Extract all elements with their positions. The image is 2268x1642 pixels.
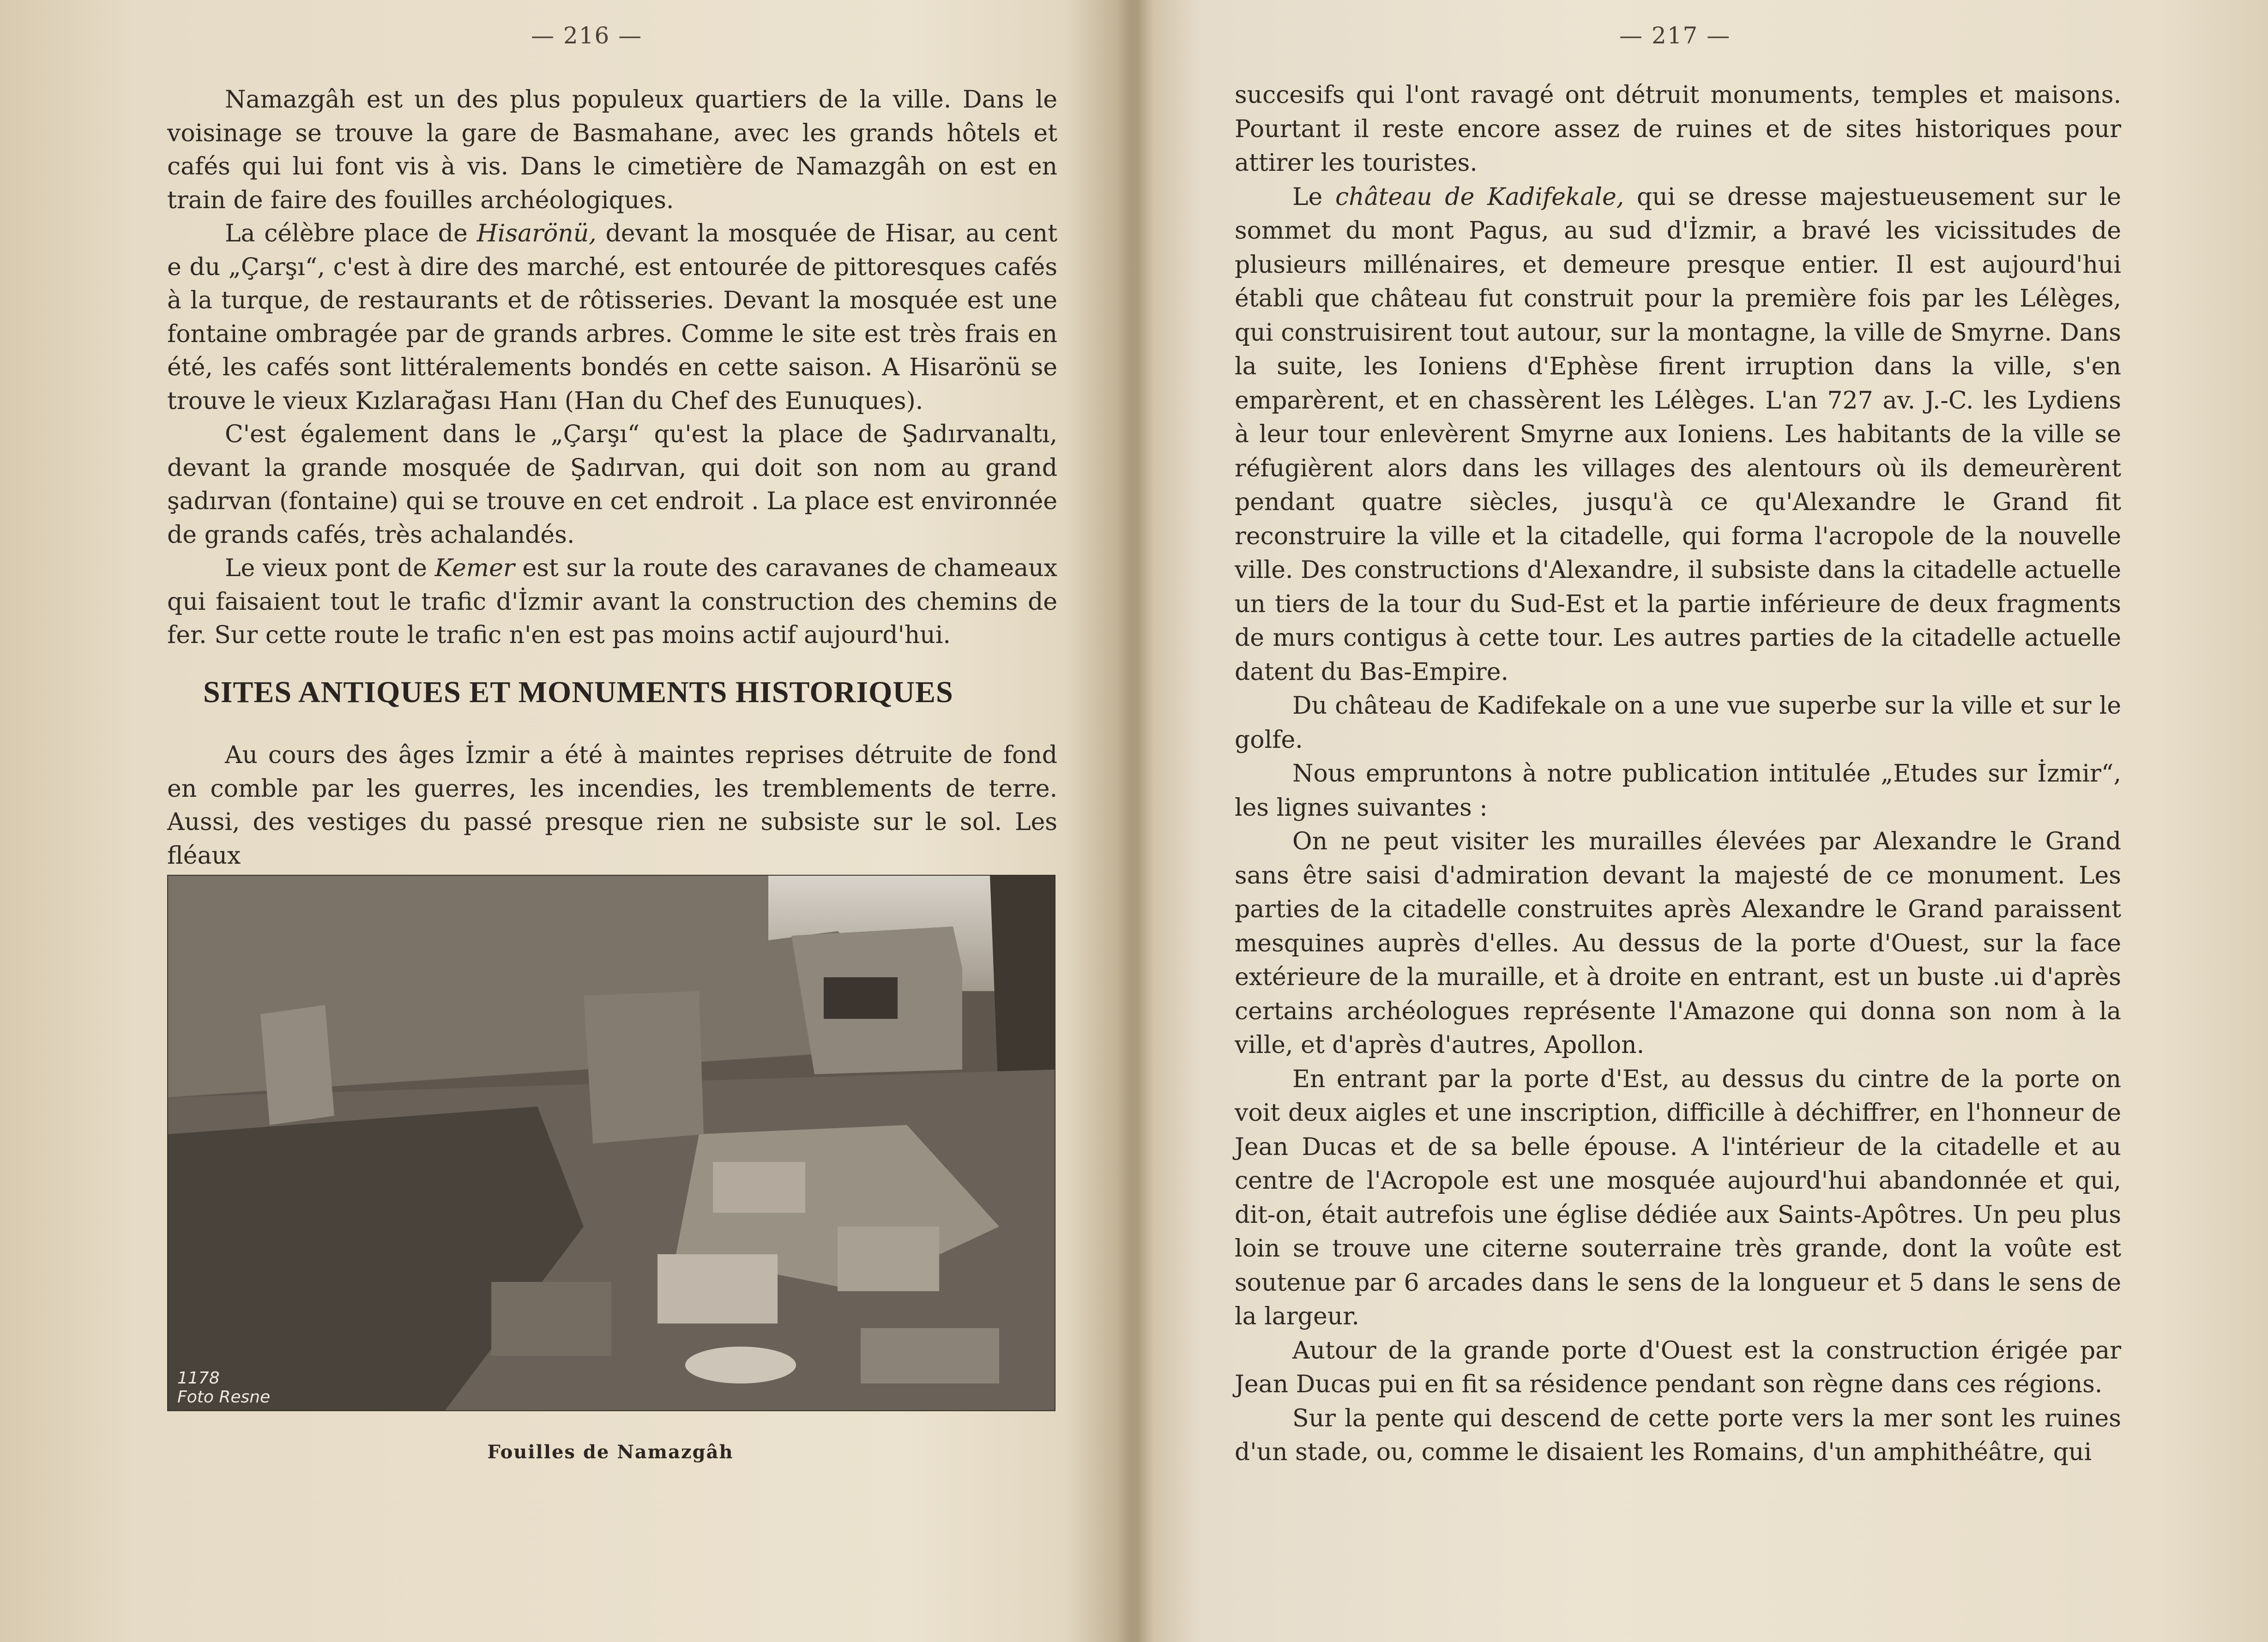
paragraph: Nous empruntons à notre publication intitulée „Etudes sur İzmir“, les lignes suivantes : (1235, 760, 2121, 822)
right-page (1134, 0, 2268, 1642)
paragraph-text: La célèbre place de (225, 220, 477, 247)
right-text-block (1235, 78, 2121, 1470)
photo-credit: Foto Resne (177, 1388, 271, 1407)
paragraph (167, 217, 1057, 418)
photo-image (168, 876, 1055, 1410)
paragraph: Autour de la grande porte d'Ouest est la construction érigée par Jean Ducas pui en fit sa résidence pendant son règne dans ces régions. (1235, 1336, 2121, 1398)
paragraph-text: est sur la route des caravanes de chameaux qui faisaient tout le trafic d'İzmir avant la construction des chemins de fer. Sur cette route le trafic n'en est pas moins actif aujourd'hui. (167, 554, 1057, 649)
left-text-block-1 (167, 83, 1057, 652)
paragraph-text: Le (1292, 183, 1335, 211)
paragraph: En entrant par la porte d'Est, au dessus du cintre de la porte on voit deux aigles et une inscription, difficille à déchiffrer, en l'honneur de Jean Ducas et de sa belle épouse. A l'intérieur de la citadelle et au centre de l'Acropole est une mosquée aujourd'hui abandonnée et qui, dit-on, était autrefois une église dédiée aux Saints-Apôtres. Un peu plus loin se trouve une citerne souterraine très grande, dont la voûte est soutenue par 6 arcades dans le sens de la longueur et 5 dans le sens de la largeur. (1235, 1065, 2121, 1330)
section-heading: SITES ANTIQUES ET MONUMENTS HISTORIQUES (203, 675, 953, 709)
page-number-left: — 216 — (531, 22, 643, 49)
paragraph: Du château de Kadifekale on a une vue superbe sur la ville et sur le golfe. (1235, 692, 2121, 754)
paragraph-emphasis: Kemer (434, 554, 515, 582)
paragraph (167, 552, 1057, 652)
paragraph: C'est également dans le „Çarşı“ qu'est la place de Şadırvanaltı, devant la grande mosquée de Şadırvan, qui doit son nom au grand şadırvan (fontaine) qui se trouve en cet endroit . La place est environnée de grands cafés, très achalandés. (167, 421, 1057, 549)
left-text-block-2 (167, 739, 1057, 872)
paragraph: Sur la pente qui descend de cette porte vers la mer sont les ruines d'un stade, ou, comme le disaient les Romains, d'un amphithéâtre, qui (1235, 1404, 2121, 1466)
photo-number: 1178 (177, 1369, 220, 1388)
paragraph-text: devant la mosquée de Hisar, au cent e du „Çarşı“, c'est à dire des marché, est entourée de pittoresques cafés à la turque, de restaurants et de rôtisseries. Devant la mosquée est une fontaine ombragée par de grands arbres. Comme le site est très frais en été, les cafés sont littéralements bondés en cette saison. A Hisarönü se trouve le vieux Kızlarağası Hanı (Han du Chef des Eunuques). (167, 220, 1057, 415)
paragraph-emphasis: château de Kadifekale, (1335, 183, 1624, 211)
paragraph: succesifs qui l'ont ravagé ont détruit monuments, temples et maisons. Pourtant il reste encore assez de ruines et de sites historiques pour attirer les touristes. (1235, 81, 2121, 177)
paragraph: On ne peut visiter les murailles élevées par Alexandre le Grand sans être saisi d'admiration devant la majesté de ce monument. Les parties de la citadelle construites après Alexandre le Grand paraissent mesquines auprès d'elles. Au dessus de la porte d'Ouest, sur la face extérieure de la muraille, et à droite en entrant, est un buste .ui d'après certains archéologues représente l'Amazone qui donna son nom à la ville, et d'après d'autres, Apollon. (1235, 828, 2121, 1059)
paragraph-text: Le vieux pont de (225, 554, 435, 582)
paragraph: Au cours des âges İzmir a été à maintes reprises détruite de fond en comble par les guerres, les incendies, les tremblements de terre. Aussi, des vestiges du passé presque rien ne subsiste sur le sol. Les fléaux (167, 741, 1057, 870)
photo-credit-stamp (177, 1369, 270, 1407)
paragraph (1235, 180, 2121, 690)
paragraph-emphasis: Hisarönü, (477, 220, 597, 247)
photo-caption: Fouilles de Namazgâh (487, 1441, 734, 1463)
paragraph-text: qui se dresse majestueusement sur le sommet du mont Pagus, au sud d'İzmir, a bravé les vicissitudes de plusieurs millénaires, et demeure presque entier. Il est aujourd'hui établi que château fut construit pour la première fois par les Lélèges, qui construisirent tout autour, sur la montagne, la ville de Smyrne. Dans la suite, les Ioniens d'Ephèse firent irruption dans la ville, s'en emparèrent, et en chassèrent les Lélèges. L'an 727 av. J.-C. les Lydiens à leur tour enlevèrent Smyrne aux Ioniens. Les habitants de la ville se réfugièrent alors dans les villages des alentours où ils demeurèrent pendant quatre siècles, jusqu'à ce qu'Alexandre le Grand fit reconstruire la ville et la citadelle, qui forma l'acropole de la nouvelle ville. Des constructions d'Alexandre, il subsiste dans la citadelle actuelle un tiers de la tour du Sud-Est et la partie inférieure de deux fragments de murs contigus à cette tour. Les autres parties de la citadelle actuelle datent du Bas-Empire. (1235, 183, 2121, 686)
excavation-photo (167, 875, 1056, 1411)
paragraph: Namazgâh est un des plus populeux quartiers de la ville. Dans le voisinage se trouve la gare de Basmahane, avec les grands hôtels et cafés qui lui font vis à vis. Dans le cimetière de Namazgâh on est en train de faire des fouilles archéologiques. (167, 86, 1057, 214)
page-number-right: — 217 — (1619, 22, 1731, 49)
